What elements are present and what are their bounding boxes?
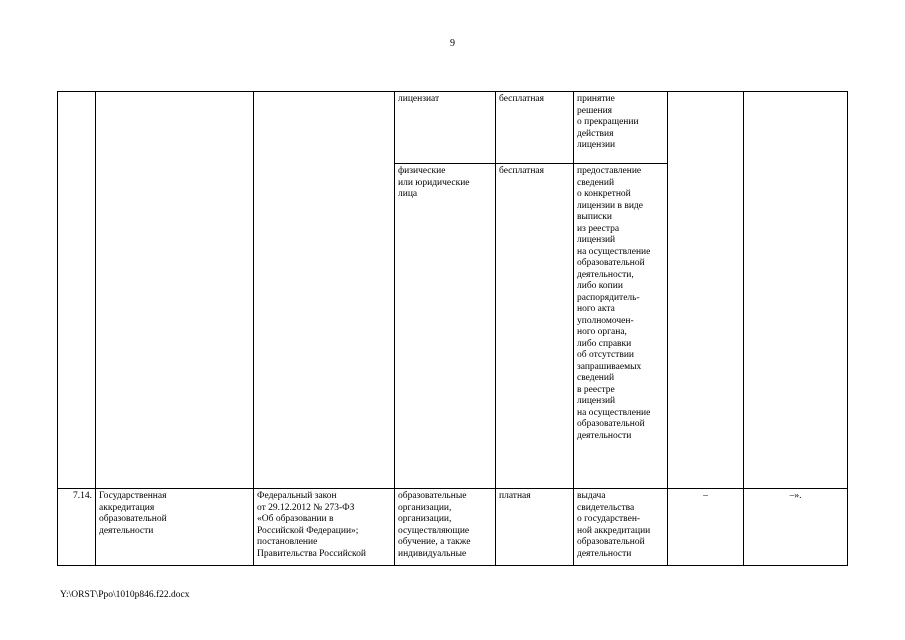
footer-file-path: Y:\ORST\Ppo\1010p846.f22.docx (60, 590, 190, 600)
result-cell: принятие решения о прекращении действия лицензии (574, 92, 668, 164)
applicant-cell: образовательные организации, организации, осуществляющие обучение, а также индивидуальные (395, 489, 496, 566)
page-number: 9 (450, 38, 455, 49)
legal-basis-cell (254, 92, 395, 489)
row-number-cell: 7.14. (58, 489, 96, 566)
legal-basis-cell: Федеральный закон от 29.12.2012 № 273-ФЗ «Об образовании в Российской Федерации»; постановление Правительства Российской (254, 489, 395, 566)
row-number-cell (58, 92, 96, 489)
fee-cell: платная (496, 489, 574, 566)
table-row (58, 92, 848, 164)
fee-cell: бесплатная (496, 164, 574, 489)
services-table (57, 91, 848, 566)
fee-cell: бесплатная (496, 92, 574, 164)
extra-cell-a (668, 92, 744, 489)
service-name-cell (96, 92, 254, 489)
service-name-cell: Государственная аккредитация образовательной деятельности (96, 489, 254, 566)
table-row (58, 489, 848, 566)
result-cell: предоставление сведений о конкретной лицензии в виде выписки из реестра лицензий на осуществление образовательной деятельности, либо копии распорядитель- ного акта уполномочен- ного органа, либо справки об отсутствии запрашиваемых сведений в реестре лицензий на осуществление образовательной деятельности (574, 164, 668, 489)
extra-cell-b (744, 92, 848, 489)
extra-cell-a: – (668, 489, 744, 566)
applicant-cell: лицензиат (395, 92, 496, 164)
extra-cell-b: –». (744, 489, 848, 566)
applicant-cell: физические или юридические лица (395, 164, 496, 489)
result-cell: выдача свидетельства о государствен- ной аккредитации образовательной деятельности (574, 489, 668, 566)
